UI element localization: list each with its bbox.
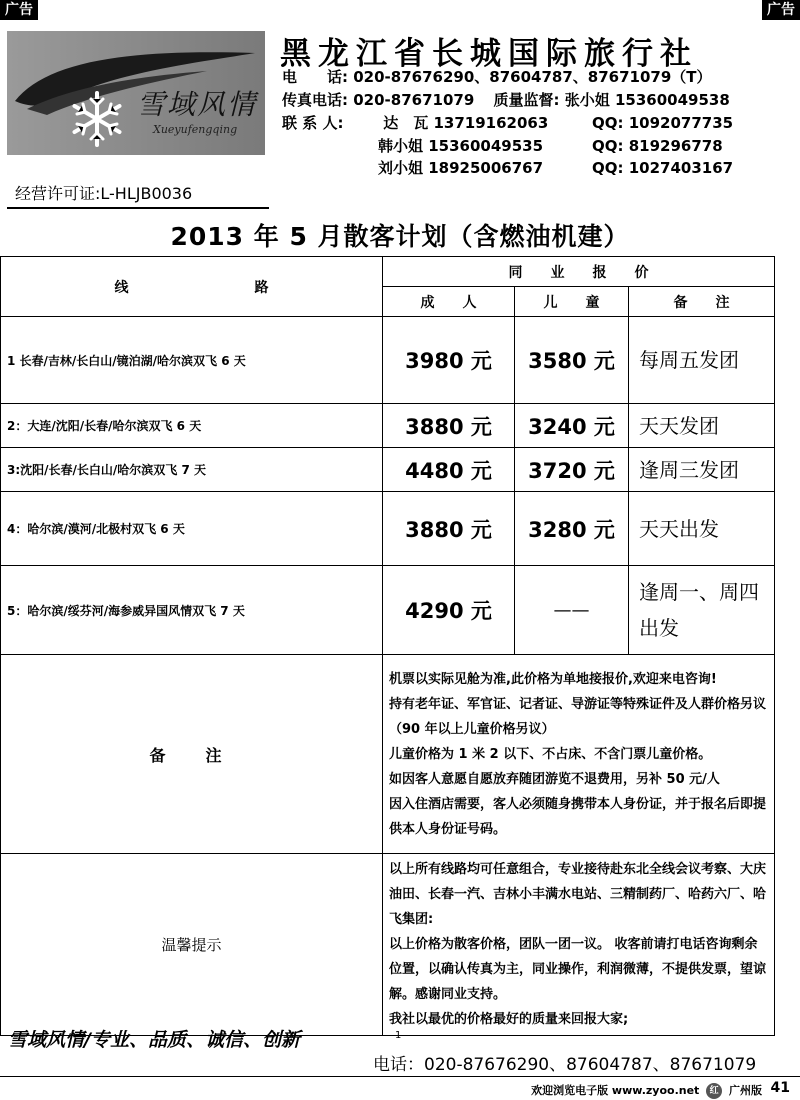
license-underline xyxy=(7,207,269,209)
remark-line: 如因客人意愿自愿放弃随团游览不退费用，另补 50 元/人 xyxy=(389,771,720,787)
footer-edition: 广州版 xyxy=(729,1084,762,1097)
footer-page-number: 41 xyxy=(770,1080,790,1096)
footer-phone: 电话：020-87676290、87604787、87671079 xyxy=(373,1055,757,1075)
table-row xyxy=(1,404,775,448)
child-price: 3280 元 xyxy=(515,492,629,566)
fax-label: 传真电话: xyxy=(282,91,348,109)
qq-entry xyxy=(592,157,733,179)
contact-line-1 xyxy=(282,112,734,134)
table-row xyxy=(1,566,775,655)
route-name: 4：哈尔滨/漠河/北极村双飞 6 天 xyxy=(1,492,383,566)
remark-line: 因入住酒店需要，客人必须随身携带本人身份证，并于报名后即提供本人身份证号码。 xyxy=(389,796,767,837)
price-table xyxy=(0,256,775,1036)
footer-site-link[interactable]: www.zyoo.net xyxy=(611,1084,700,1097)
logo-block xyxy=(7,31,265,203)
header-child: 儿 童 xyxy=(515,287,629,317)
departure-note: 天天出发 xyxy=(629,492,775,566)
phone-label: 电 话: xyxy=(282,68,348,86)
header-note: 备 注 xyxy=(629,287,775,317)
route-name: 3:沈阳/长春/长白山/哈尔滨双飞 7 天 xyxy=(1,448,383,492)
header-route: 线 路 xyxy=(1,257,383,317)
table-header-row xyxy=(1,257,775,287)
qq-label: QQ: xyxy=(592,114,624,132)
quality-label: 质量监督: xyxy=(493,91,560,109)
adult-price: 4290 元 xyxy=(383,566,515,655)
table-row xyxy=(1,448,775,492)
contact-person: 刘小姐 18925006767 xyxy=(378,159,544,177)
slogan: 雪域风情/专业、品质、诚信、创新 xyxy=(8,1029,300,1051)
child-price: 3720 元 xyxy=(515,448,629,492)
adult-price: 3980 元 xyxy=(383,317,515,404)
adult-price: 3880 元 xyxy=(383,404,515,448)
remarks-row xyxy=(1,655,775,854)
departure-note: 逢周三发团 xyxy=(629,448,775,492)
page-mark: 1 xyxy=(395,1030,402,1041)
red-badge-icon: 红 xyxy=(706,1083,722,1099)
footer-welcome: 欢迎浏览电子版 xyxy=(531,1084,609,1097)
header-group-price: 同 业 报 价 xyxy=(383,257,775,287)
child-price-dash: —— xyxy=(515,566,629,655)
child-price: 3240 元 xyxy=(515,404,629,448)
logo-image xyxy=(7,31,265,155)
table-row xyxy=(1,492,775,566)
qq-entry xyxy=(592,112,733,134)
tips-body xyxy=(383,854,775,1036)
qq-number: 1027403167 xyxy=(628,159,734,177)
adult-price: 3880 元 xyxy=(383,492,515,566)
remark-line: 持有老年证、军官证、记者证、导游证等特殊证件及人群价格另议（90 年以上儿童价格另议） xyxy=(389,696,767,737)
tip-line: 我社以最优的价格最好的质量来回报大家; xyxy=(389,1012,629,1027)
qq-number: 819296778 xyxy=(628,137,723,155)
tip-line: 以上价格为散客价格，团队一团一议。 收客前请打电话咨询剩余位置，以确认传真为主，同业操作，利润微薄，不提供发票，望谅解。感谢同业支持。 xyxy=(389,937,767,1002)
logo-pinyin: Xueyufengqing xyxy=(153,123,238,136)
footer-bar xyxy=(531,1082,762,1099)
route-name: 5：哈尔滨/绥芬河/海参威异国风情双飞 7 天 xyxy=(1,566,383,655)
tip-line: 以上所有线路均可任意组合，专业接待赴东北全线会议考察、大庆油田、长春一汽、吉林小丰满水电站、三精制药厂、哈药六厂、哈飞集团: xyxy=(389,862,767,927)
contact-person: 韩小姐 15360049535 xyxy=(378,137,544,155)
departure-note: 逢周一、周四出发 xyxy=(629,566,775,655)
ad-tag-right: 广告 xyxy=(762,0,800,20)
remarks-label: 备 注 xyxy=(1,655,383,854)
remark-line: 儿童价格为 1 米 2 以下、不占床、不含门票儿童价格。 xyxy=(389,746,712,762)
tips-label: 温馨提示 xyxy=(1,854,383,1036)
tips-row xyxy=(1,854,775,1036)
snowflake-icon xyxy=(67,89,127,149)
contact-line-3 xyxy=(378,157,734,179)
license-number: 经营许可证:L-HLJB0036 xyxy=(15,184,193,203)
remark-line: 机票以实际见舱为准,此价格为单地接报价,欢迎来电咨询! xyxy=(389,671,717,687)
quality-value: 张小姐 15360049538 xyxy=(564,91,730,109)
contact-line-2 xyxy=(378,135,723,157)
header-adult: 成 人 xyxy=(383,287,515,317)
adult-price: 4480 元 xyxy=(383,448,515,492)
departure-note: 每周五发团 xyxy=(629,317,775,404)
fax-line xyxy=(282,89,730,111)
logo-text: 雪域风情 xyxy=(137,88,258,121)
plan-title: 2013 年 5 月散客计划（含燃油机建） xyxy=(170,222,630,251)
fax-value: 020-87671079 xyxy=(353,91,475,109)
ad-tag-left: 广告 xyxy=(0,0,38,20)
phone-value: 020-87676290、87604787、87671079（T） xyxy=(353,68,712,86)
remarks-body xyxy=(383,655,775,854)
qq-label: QQ: xyxy=(592,137,624,155)
footer-divider xyxy=(0,1076,800,1077)
phone-line xyxy=(282,66,712,88)
child-price: 3580 元 xyxy=(515,317,629,404)
contact-label: 联 系 人: xyxy=(282,114,344,132)
qq-label: QQ: xyxy=(592,159,624,177)
route-name: 1 长春/吉林/长白山/镜泊湖/哈尔滨双飞 6 天 xyxy=(1,317,383,404)
qq-entry xyxy=(592,135,723,157)
company-name: 黑龙江省长城国际旅行社 xyxy=(280,36,698,72)
qq-number: 1092077735 xyxy=(628,114,734,132)
contact-person: 达 瓦 13719162063 xyxy=(383,114,549,132)
route-name: 2：大连/沈阳/长春/哈尔滨双飞 6 天 xyxy=(1,404,383,448)
departure-note: 天天发团 xyxy=(629,404,775,448)
table-row xyxy=(1,317,775,404)
